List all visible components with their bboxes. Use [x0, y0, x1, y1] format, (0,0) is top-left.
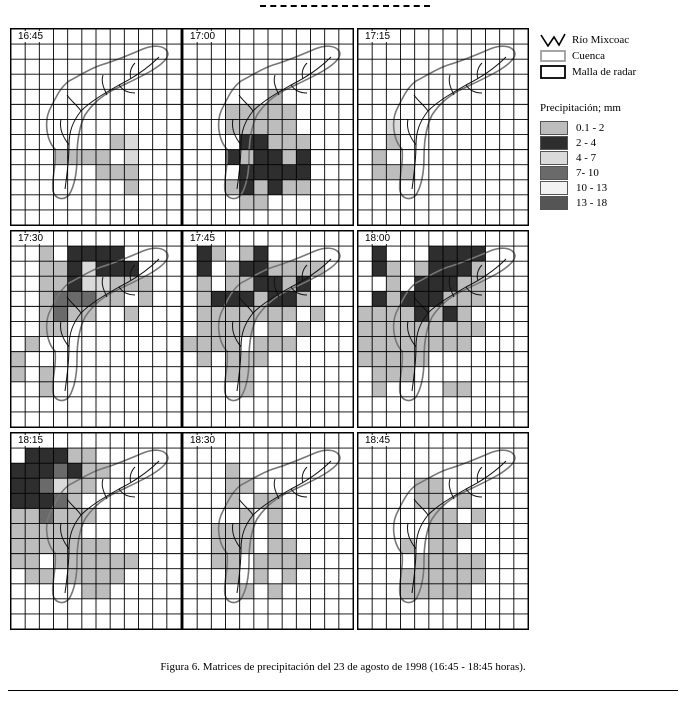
- precip-cell: [282, 539, 296, 554]
- precip-cell: [226, 463, 240, 478]
- legend-class-label: 10 - 13: [576, 181, 608, 194]
- precip-cell: [11, 352, 25, 367]
- legend-class: [540, 120, 680, 135]
- panel-1645: [10, 28, 182, 226]
- river-icon: [540, 33, 566, 47]
- precip-cell: [401, 367, 415, 382]
- precip-cell: [197, 352, 211, 367]
- radar-grid-map: [11, 433, 181, 629]
- precip-cell: [25, 523, 39, 538]
- precip-cell: [429, 539, 443, 554]
- legend-title: Precipitación; mm: [540, 102, 621, 114]
- precip-cell: [25, 539, 39, 554]
- legend-class-label: 7- 10: [576, 166, 599, 179]
- precip-cell: [372, 165, 386, 180]
- precip-cell: [296, 165, 310, 180]
- precip-cell: [39, 276, 53, 291]
- precip-cell: [282, 554, 296, 569]
- precip-cell: [386, 276, 400, 291]
- legend: [540, 32, 680, 210]
- precip-cell: [82, 554, 96, 569]
- precip-cell: [282, 291, 296, 306]
- precip-cell: [54, 306, 68, 321]
- precip-cell: [226, 337, 240, 352]
- precip-cell: [82, 448, 96, 463]
- precip-cell: [226, 539, 240, 554]
- precip-cell: [197, 261, 211, 276]
- precip-cell: [268, 119, 282, 134]
- panel-1845: [357, 432, 529, 630]
- legend-class-label: 13 - 18: [576, 196, 608, 209]
- precip-cell: [82, 478, 96, 493]
- figure-caption: Figura 6. Matrices de precipitación del 23 de agosto de 1998 (16:45 - 18:45 horas).: [160, 661, 526, 673]
- precip-cell: [110, 554, 124, 569]
- precip-cell: [429, 584, 443, 599]
- precip-cell: [401, 539, 415, 554]
- precip-cell: [268, 165, 282, 180]
- precip-cell: [429, 554, 443, 569]
- precip-cell: [471, 261, 485, 276]
- precip-cell: [11, 523, 25, 538]
- radar-grid-icon: [540, 65, 566, 79]
- precip-cell: [211, 246, 225, 261]
- legend-class-label: 2 - 4: [576, 136, 597, 149]
- precip-cell: [124, 180, 138, 195]
- precip-cell: [268, 584, 282, 599]
- precip-cell: [11, 478, 25, 493]
- precip-cell: [68, 276, 82, 291]
- legend-class-label: 0.1 - 2: [576, 121, 605, 134]
- precip-cell: [429, 569, 443, 584]
- panel-time-label: 16:45: [15, 31, 46, 42]
- precip-cell: [429, 493, 443, 508]
- top-dashed-rule: [260, 5, 430, 7]
- precip-cell: [211, 554, 225, 569]
- precip-cell: [372, 246, 386, 261]
- legend-swatch: [540, 151, 568, 165]
- precip-cell: [39, 291, 53, 306]
- precip-cell: [415, 554, 429, 569]
- precip-cell: [296, 554, 310, 569]
- precip-cell: [254, 337, 268, 352]
- precip-cell: [268, 135, 282, 150]
- precip-cell: [197, 321, 211, 336]
- panel-1815: [10, 432, 182, 630]
- panel-time-label: 17:15: [362, 31, 393, 42]
- precip-cell: [386, 352, 400, 367]
- precip-cell: [240, 150, 254, 165]
- precip-cell: [282, 135, 296, 150]
- precip-cell: [68, 261, 82, 276]
- precip-cell: [25, 478, 39, 493]
- precip-cell: [211, 291, 225, 306]
- precip-cell: [401, 306, 415, 321]
- legend-class: [540, 150, 680, 165]
- precip-cell: [240, 195, 254, 210]
- precip-cell: [96, 165, 110, 180]
- legend-cuenca: [540, 48, 680, 64]
- precip-cell: [54, 508, 68, 523]
- precip-cell: [226, 261, 240, 276]
- precip-cell: [429, 523, 443, 538]
- precip-cell: [282, 104, 296, 119]
- precip-cell: [39, 539, 53, 554]
- precip-cell: [254, 195, 268, 210]
- precip-cell: [443, 584, 457, 599]
- precip-cell: [25, 493, 39, 508]
- panel-time-label: 18:00: [362, 233, 393, 244]
- precip-cell: [268, 554, 282, 569]
- panel-1830: [182, 432, 354, 630]
- precip-cell: [471, 554, 485, 569]
- precip-cell: [240, 276, 254, 291]
- precip-cell: [443, 321, 457, 336]
- precip-cell: [11, 493, 25, 508]
- precip-cell: [372, 321, 386, 336]
- precip-cell: [254, 493, 268, 508]
- precip-cell: [443, 539, 457, 554]
- radar-grid-map: [183, 433, 353, 629]
- precip-cell: [96, 246, 110, 261]
- precip-cell: [39, 261, 53, 276]
- precip-cell: [110, 276, 124, 291]
- precip-cell: [372, 337, 386, 352]
- precip-cell: [471, 321, 485, 336]
- precip-cell: [124, 261, 138, 276]
- precip-cell: [254, 246, 268, 261]
- precip-cell: [54, 463, 68, 478]
- precip-cell: [296, 261, 310, 276]
- precip-cell: [429, 246, 443, 261]
- precip-cell: [25, 569, 39, 584]
- precip-cell: [457, 337, 471, 352]
- precip-cell: [457, 291, 471, 306]
- precip-cell: [443, 337, 457, 352]
- precip-cell: [82, 276, 96, 291]
- precip-cell: [11, 508, 25, 523]
- precip-cell: [296, 321, 310, 336]
- legend-malla-label: Malla de radar: [572, 66, 637, 78]
- precip-cell: [415, 493, 429, 508]
- precip-cell: [68, 554, 82, 569]
- precip-cell: [457, 276, 471, 291]
- precip-cell: [226, 276, 240, 291]
- precip-cell: [254, 165, 268, 180]
- panel-time-label: 17:00: [187, 31, 218, 42]
- precip-cell: [443, 523, 457, 538]
- precip-cell: [457, 493, 471, 508]
- precip-cell: [358, 306, 372, 321]
- precip-cell: [96, 150, 110, 165]
- precip-cell: [457, 584, 471, 599]
- precip-cell: [429, 478, 443, 493]
- precip-cell: [254, 135, 268, 150]
- precip-cell: [268, 508, 282, 523]
- precip-cell: [401, 165, 415, 180]
- precip-cell: [372, 306, 386, 321]
- precip-cell: [226, 306, 240, 321]
- precip-cell: [282, 150, 296, 165]
- precip-cell: [415, 261, 429, 276]
- precip-cell: [54, 276, 68, 291]
- precip-cell: [11, 539, 25, 554]
- legend-swatch: [540, 181, 568, 195]
- precip-cell: [415, 276, 429, 291]
- precip-cell: [268, 539, 282, 554]
- precip-cell: [268, 523, 282, 538]
- precip-cell: [96, 554, 110, 569]
- precip-cell: [443, 554, 457, 569]
- precip-cell: [254, 569, 268, 584]
- precip-cell: [110, 165, 124, 180]
- precip-cell: [457, 569, 471, 584]
- panel-1700: [182, 28, 354, 226]
- precip-cell: [39, 569, 53, 584]
- precip-cell: [386, 165, 400, 180]
- precip-cell: [54, 448, 68, 463]
- precip-cell: [282, 306, 296, 321]
- radar-grid-map: [358, 433, 528, 629]
- precip-cell: [54, 478, 68, 493]
- precip-cell: [282, 180, 296, 195]
- precip-cell: [11, 463, 25, 478]
- precip-cell: [96, 569, 110, 584]
- legend-class: [540, 135, 680, 150]
- precip-cell: [254, 352, 268, 367]
- precip-cell: [96, 584, 110, 599]
- precip-cell: [415, 352, 429, 367]
- precip-cell: [443, 382, 457, 397]
- precip-cell: [39, 367, 53, 382]
- precip-cell: [282, 165, 296, 180]
- precip-cell: [471, 508, 485, 523]
- precip-cell: [268, 150, 282, 165]
- precip-cell: [25, 463, 39, 478]
- precip-cell: [124, 554, 138, 569]
- legend-class-label: 4 - 7: [576, 151, 597, 164]
- precip-cell: [226, 104, 240, 119]
- precip-cell: [429, 276, 443, 291]
- precip-cell: [401, 569, 415, 584]
- precip-cell: [386, 367, 400, 382]
- precip-cell: [68, 448, 82, 463]
- precip-cell: [197, 276, 211, 291]
- precip-cell: [386, 291, 400, 306]
- precip-cell: [226, 569, 240, 584]
- legend-swatch: [540, 166, 568, 180]
- precip-cell: [282, 119, 296, 134]
- radar-grid-map: [358, 29, 528, 225]
- precip-cell: [386, 261, 400, 276]
- precip-cell: [372, 382, 386, 397]
- legend-classes: [540, 120, 680, 210]
- precip-cell: [54, 261, 68, 276]
- precip-cell: [82, 584, 96, 599]
- radar-grid-map: [358, 231, 528, 427]
- precip-cell: [429, 321, 443, 336]
- precip-cell: [110, 135, 124, 150]
- precip-cell: [68, 150, 82, 165]
- precip-cell: [254, 119, 268, 134]
- panel-1715: [357, 28, 529, 226]
- panel-time-label: 17:45: [187, 233, 218, 244]
- precip-cell: [268, 321, 282, 336]
- precip-cell: [240, 261, 254, 276]
- precip-cell: [82, 246, 96, 261]
- precip-cell: [11, 367, 25, 382]
- precip-cell: [96, 539, 110, 554]
- precip-cell: [197, 291, 211, 306]
- panel-1730: [10, 230, 182, 428]
- precip-cell: [358, 337, 372, 352]
- legend-swatch: [540, 121, 568, 135]
- precip-cell: [39, 448, 53, 463]
- precip-cell: [25, 337, 39, 352]
- precip-cell: [386, 135, 400, 150]
- precip-cell: [268, 104, 282, 119]
- precip-cell: [82, 539, 96, 554]
- precip-cell: [11, 554, 25, 569]
- precip-cell: [372, 367, 386, 382]
- legend-class: [540, 165, 680, 180]
- precip-cell: [471, 569, 485, 584]
- legend-class: [540, 195, 680, 210]
- precip-cell: [296, 150, 310, 165]
- precip-cell: [124, 135, 138, 150]
- precip-cell: [54, 539, 68, 554]
- precip-cell: [110, 291, 124, 306]
- precip-cell: [197, 306, 211, 321]
- precip-cell: [372, 291, 386, 306]
- panel-1800: [357, 230, 529, 428]
- precip-cell: [183, 337, 197, 352]
- precip-cell: [415, 291, 429, 306]
- precip-cell: [240, 246, 254, 261]
- radar-grid-map: [11, 29, 181, 225]
- precip-cell: [457, 554, 471, 569]
- precip-cell: [124, 165, 138, 180]
- legend-cuenca-label: Cuenca: [572, 50, 605, 62]
- precip-cell: [443, 569, 457, 584]
- precip-cell: [457, 523, 471, 538]
- precip-cell: [386, 337, 400, 352]
- precip-cell: [282, 337, 296, 352]
- precip-cell: [211, 539, 225, 554]
- bottom-rule: [8, 690, 678, 691]
- precip-cell: [68, 463, 82, 478]
- precip-cell: [457, 382, 471, 397]
- precip-cell: [82, 150, 96, 165]
- legend-rio-label: Río Mixcoac: [572, 34, 630, 46]
- precip-cell: [197, 246, 211, 261]
- precip-cell: [240, 352, 254, 367]
- precip-cell: [226, 367, 240, 382]
- precip-cell: [282, 569, 296, 584]
- precip-cell: [39, 463, 53, 478]
- precip-cell: [68, 493, 82, 508]
- precip-cell: [457, 321, 471, 336]
- precip-cell: [311, 306, 325, 321]
- legend-class: [540, 180, 680, 195]
- precip-cell: [282, 276, 296, 291]
- radar-grid-map: [183, 231, 353, 427]
- panel-time-label: 18:45: [362, 435, 393, 446]
- radar-grid-map: [183, 29, 353, 225]
- panel-1745: [182, 230, 354, 428]
- radar-grid-map: [11, 231, 181, 427]
- precip-cell: [296, 135, 310, 150]
- precip-cell: [254, 180, 268, 195]
- precip-cell: [443, 508, 457, 523]
- basin-outline-icon: [540, 49, 566, 63]
- precip-cell: [68, 246, 82, 261]
- precip-cell: [211, 337, 225, 352]
- precip-cell: [358, 352, 372, 367]
- precip-cell: [268, 306, 282, 321]
- precip-cell: [358, 321, 372, 336]
- panel-time-label: 17:30: [15, 233, 46, 244]
- precip-cell: [39, 493, 53, 508]
- panel-time-label: 18:30: [187, 435, 218, 446]
- precip-cell: [372, 150, 386, 165]
- precip-cell: [429, 291, 443, 306]
- precip-cell: [254, 554, 268, 569]
- legend-swatch: [540, 136, 568, 150]
- precip-cell: [254, 150, 268, 165]
- precip-cell: [429, 337, 443, 352]
- legend-malla: [540, 64, 680, 80]
- precip-cell: [415, 478, 429, 493]
- precip-cell: [268, 337, 282, 352]
- precip-cell: [254, 276, 268, 291]
- precip-cell: [39, 246, 53, 261]
- precip-cell: [25, 554, 39, 569]
- precip-cell: [39, 382, 53, 397]
- precip-cell: [68, 478, 82, 493]
- precip-cell: [372, 261, 386, 276]
- legend-swatch: [540, 196, 568, 210]
- precip-cell: [82, 291, 96, 306]
- precip-cell: [443, 306, 457, 321]
- precip-cell: [124, 150, 138, 165]
- precip-cell: [240, 291, 254, 306]
- precip-cell: [457, 306, 471, 321]
- precip-cell: [68, 291, 82, 306]
- precip-cell: [240, 478, 254, 493]
- legend-rio: [540, 32, 680, 48]
- precip-cell: [254, 291, 268, 306]
- precip-cell: [139, 291, 153, 306]
- precip-cell: [110, 569, 124, 584]
- precip-cell: [124, 306, 138, 321]
- precip-cell: [197, 337, 211, 352]
- precip-cell: [401, 337, 415, 352]
- panel-time-label: 18:15: [15, 435, 46, 446]
- precip-cell: [296, 180, 310, 195]
- precip-cell: [39, 478, 53, 493]
- precip-cell: [25, 508, 39, 523]
- precip-cell: [372, 352, 386, 367]
- precip-cell: [443, 246, 457, 261]
- precip-cell: [268, 180, 282, 195]
- precip-cell: [82, 569, 96, 584]
- precip-cell: [25, 448, 39, 463]
- precip-cell: [226, 478, 240, 493]
